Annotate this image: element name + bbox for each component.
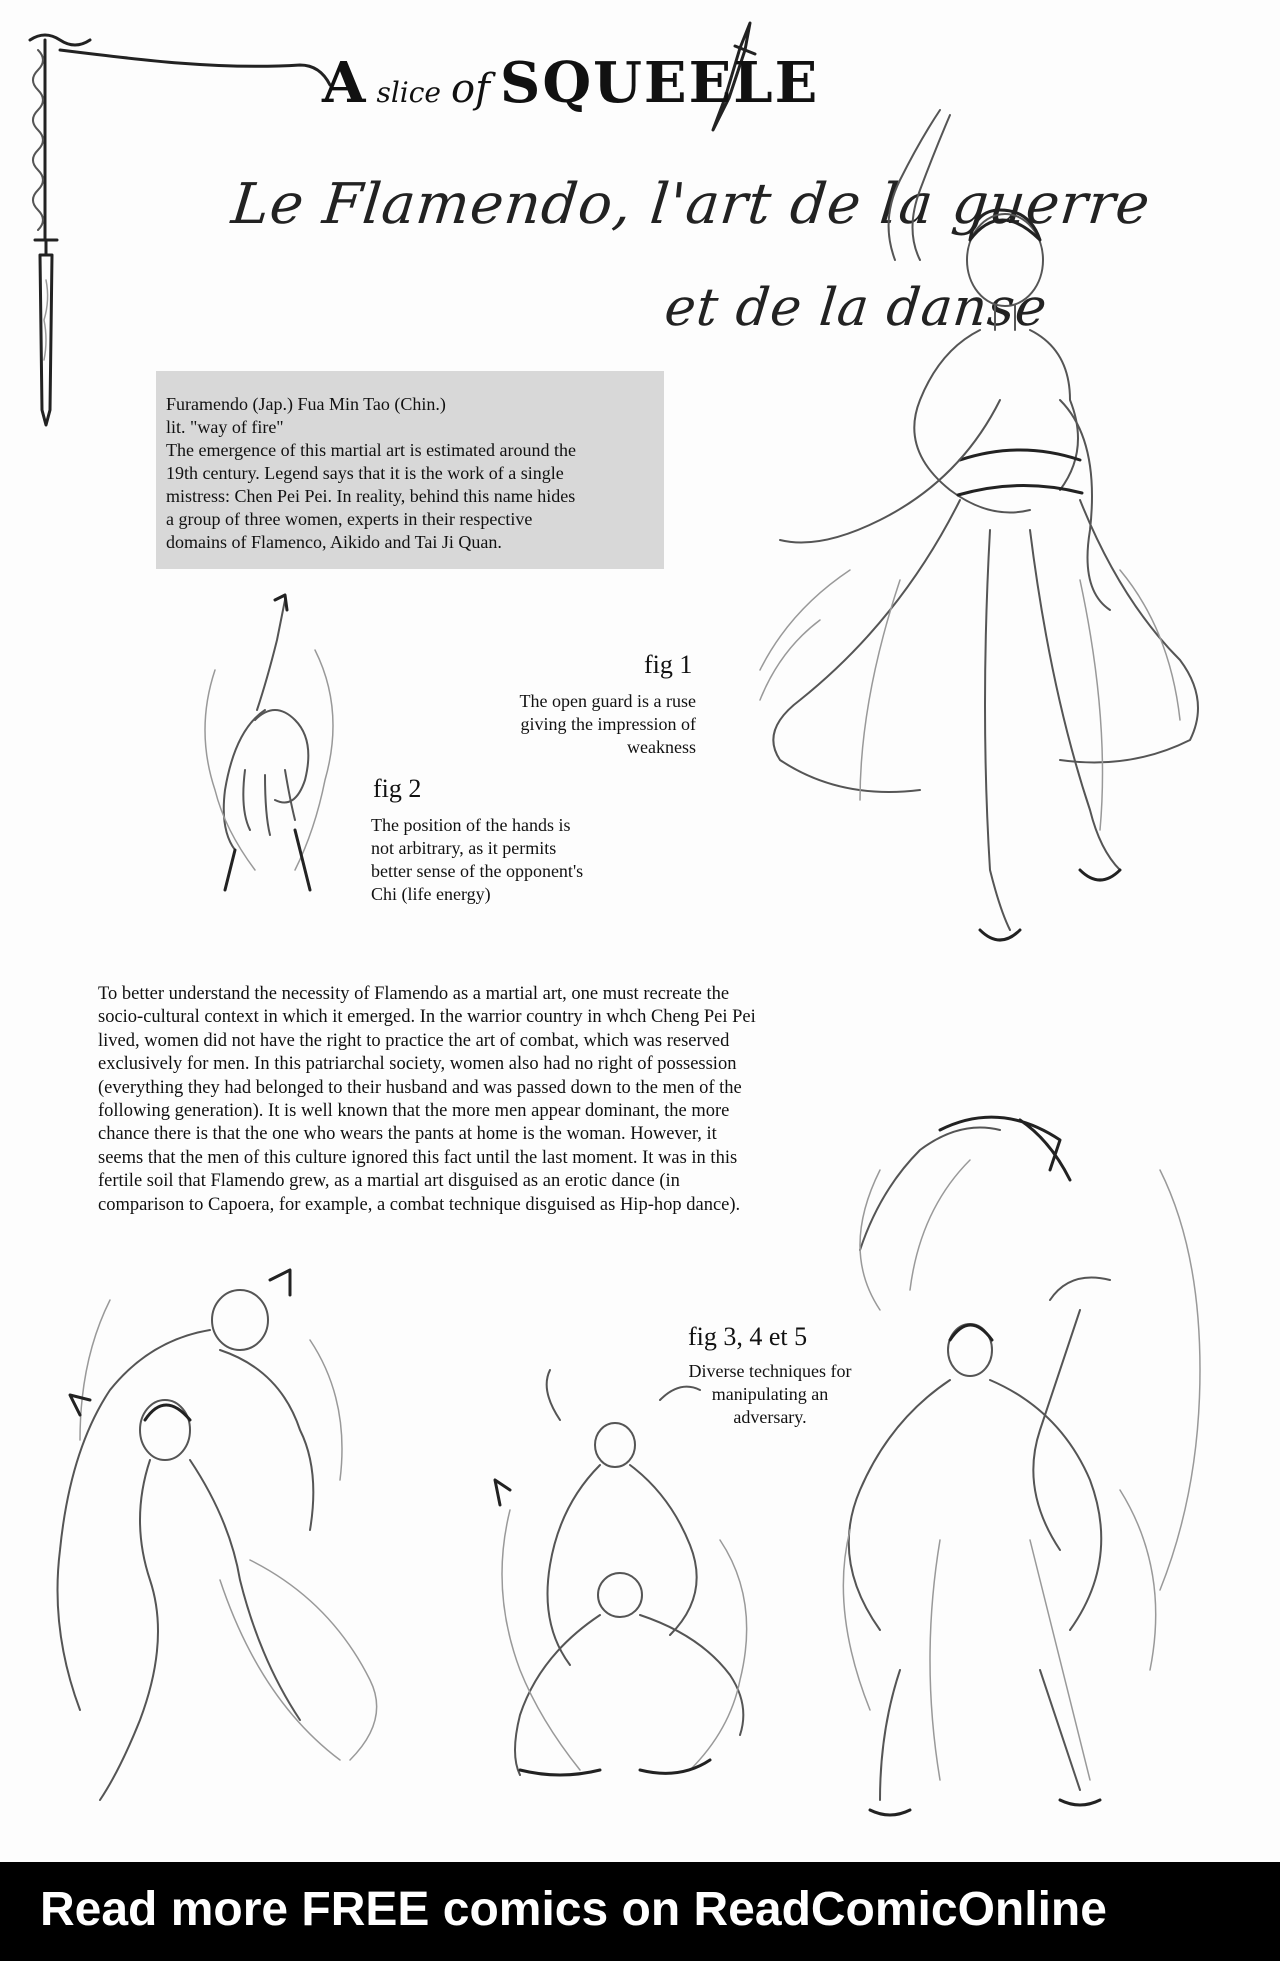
subtitle-line-1: Le Flamendo, l'art de la guerre [228,172,1154,237]
fig-1-caption-line: weakness [627,737,696,757]
info-line: Furamendo (Jap.) Fua Min Tao (Chin.) [166,394,446,414]
fig-1-caption [480,690,696,759]
fig-345-caption-line: manipulating an [711,1384,829,1404]
fig-345-caption-line: Diverse techniques for [688,1361,852,1381]
info-line: a group of three women, experts in their respective [166,509,533,529]
fig-2-caption-line: Chi (life energy) [371,884,491,904]
body-line: socio-cultural context in which it emerged. In the warrior country in whch Cheng Pei Pei [98,1007,756,1028]
info-line: domains of Flamenco, Aikido and Tai Ji Quan. [166,532,502,552]
body-paragraph [98,983,868,1217]
body-line: (everything they had belonged to their husband and was passed down to the men of the [98,1077,742,1098]
title-slice: slice [376,76,441,109]
info-box [156,371,664,569]
dancer-sketch [700,100,1260,1020]
info-line: lit. "way of fire" [166,417,284,437]
body-line: exclusively for men. In this patriarchal society, women also had no right of possession [98,1054,737,1075]
fig-2-caption-line: The position of the hands is [371,815,571,835]
body-line: following generation). It is well known that the more men appear dominant, the more [98,1101,730,1122]
body-line: lived, women did not have the right to practice the art of combat, which was reserved [98,1030,730,1051]
promo-banner-text[interactable]: Read more FREE comics on ReadComicOnline [40,1883,1107,1936]
fig-5-sketch [820,1110,1240,1840]
fig-1-caption-line: giving the impression of [520,714,696,734]
promo-banner[interactable] [0,1862,1280,1961]
title-a: A [322,50,367,116]
body-line: seems that the men of this culture ignored this fact until the last moment. It was in this [98,1147,738,1168]
fig-1-label: fig 1 [644,650,693,679]
body-line: chance there is that the one who wears the pants at home is the woman. However, it [98,1124,717,1145]
fig-2-caption [371,814,583,906]
info-line: 19th century. Legend says that it is the work of a single [166,463,564,483]
body-line: fertile soil that Flamendo grew, as a martial art disguised as an erotic dance (in [98,1171,680,1192]
hand-sketch [195,590,345,920]
title-squeele: SQUEELE [499,50,820,116]
fig-345-label: fig 3, 4 et 5 [688,1322,808,1351]
info-line: mistress: Chen Pei Pei. In reality, behind this name hides [166,486,576,506]
fig-2-caption-line: not arbitrary, as it permits [371,838,557,858]
body-line: To better understand the necessity of Flamendo as a martial art, one must recreate the [98,984,730,1004]
title-of: of [450,66,490,112]
fig-3-sketch [50,1260,450,1820]
fig-2-label: fig 2 [373,774,422,803]
info-line: The emergence of this martial art is estimated around the [166,440,577,460]
body-line: comparison to Capoera, for example, a combat technique disguised as Hip-hop dance). [98,1194,741,1215]
subtitle-line-2: et de la danse [661,278,1051,338]
fig-1-caption-line: The open guard is a ruse [519,691,696,711]
fig-2-caption-line: better sense of the opponent's [371,861,584,881]
fig-4-sketch [480,1360,780,1790]
fig-345-caption-line: adversary. [733,1407,807,1427]
